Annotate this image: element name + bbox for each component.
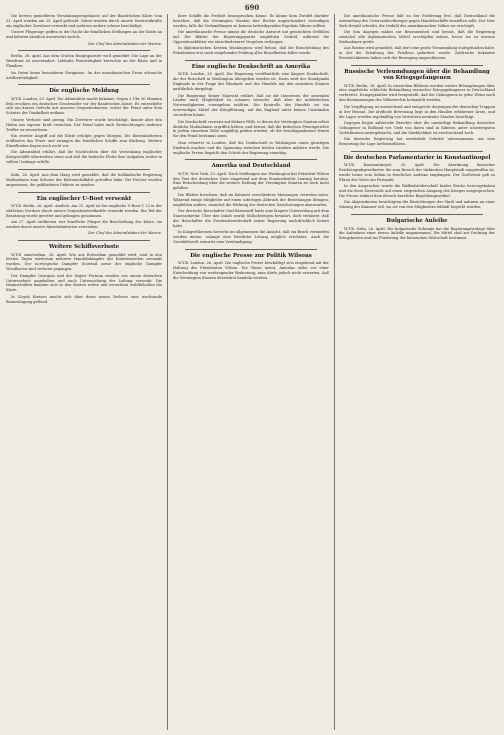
article-paragraph: Die Verpflegung ist ausreichend und entspricht derjenigen der deutschen Truppen in der Heimat. Die ärztliche Betreuung liegt in den Händen erfahrener Ärzte, und die Lager werden regelmäßig von Vertretern neutraler Staaten besichtigt. xyxy=(339,104,495,119)
article-headline: Ein englischer U-Boot versenkt xyxy=(36,195,132,202)
article xyxy=(339,218,495,241)
article-separator xyxy=(185,249,317,250)
article-paragraph: In Kongreßkreisen herrscht im allgemeinen die Ansicht, daß ein Bruch vermieden werden müsse, solange eine friedliche Lösung möglich erscheine. Auch die Geschäftswelt wünscht eine Verständigung. xyxy=(173,230,329,244)
article-paragraph: W.T.B. London, 25. April. Die Regierung veröffentlicht eine längere Denkschrift, die der Botschaft in Washington übergeben worden ist. Darin wird der Standpunkt Englands in der Frage der Blockade und des Handels mit den neutralen Staaten ausführlich dargelegt. xyxy=(173,72,329,92)
column-divider xyxy=(334,14,335,730)
article-paragraph: Die Abgeordneten besichtigten die Einrichtungen der Stadt und nahmen an einer Sitzung der Kammer teil, wo sie von den Mitgliedern lebhaft begrüßt wurden. xyxy=(339,200,495,210)
article-headline: Weitere Schiffsverluste xyxy=(48,244,120,251)
column-right xyxy=(339,14,495,730)
article-paragraph: In diplomatischen Kreisen Washingtons wird betont, daß die Entscheidung des Präsidenten erst nach eingehender Prüfung aller Einzelheiten fallen werde. xyxy=(173,46,329,56)
article-paragraph: Die Admiralität erklärt, daß die Nachrichten über die Versenkung englischer Kriegsschiffe übertrieben seien und daß die britische Flotte ihre Aufgaben weiter in vollem Umfange erfülle. xyxy=(6,150,162,165)
article-paragraph: W.T.B. New York, 25. April. Nach Meldungen aus Washington hat Präsident Wilson den Text der deutschen Note eingehend mit dem Staatssekretär Lansing beraten. Eine Entscheidung über die weitere Haltung der Vereinigten Staaten ist noch nicht gefallen. xyxy=(173,171,329,191)
article-paragraph: W.T.B. London, 25. April. Die Admiralität macht bekannt: Gegen 3 Uhr 30 Minuten früh erschien ein deutsches Geschwader vor der flandrischen Küste. Es entwickelte sich ein kurzes Gefecht mit unseren Vorpostenbooten, wobei der Feind unter dem Schutze der Dunkelheit entkam. xyxy=(6,96,162,116)
article-paragraph: Köln, 26. April. Aus dem Haag wird gemeldet, daß die holländische Regierung Maßnahmen zum Schutze der Küstenschiffahrt getroffen habe. Die Fischer wurden angewiesen, die gefährdeten Gebiete zu meiden. xyxy=(6,172,162,187)
article-paragraph: Berlin, 26. April. Aus dem Großen Hauptquartier wird gemeldet: Die Lage an der Westfront ist unverändert. Lebhafte Feuertätigkeit herrschte an der Küste und in Flandern. xyxy=(6,54,162,69)
article-separator xyxy=(185,159,317,160)
article xyxy=(6,88,162,164)
article-headline: Die englische Presse zur Politik Wilsons xyxy=(190,252,312,259)
page-number: 690 xyxy=(244,3,260,12)
article-paragraph: Die deutsche Regierung hat wiederholt Schritte unternommen, um eine Besserung der Lage herbeizuführen. xyxy=(339,137,495,147)
article-separator xyxy=(18,192,150,193)
article-separator xyxy=(185,60,317,61)
article-paragraph: Im Osten keine besonderen Ereignisse. An der mazedonischen Front schwache Artillerietätigkeit. xyxy=(6,70,162,80)
article xyxy=(173,163,329,244)
article-separator xyxy=(351,151,483,152)
article xyxy=(339,69,495,147)
article-paragraph: Man erwartet in London, daß die Denkschrift in Washington einen günstigen Eindruck machen und die Spannung zwischen beiden Ländern mildern werde. Die englische Presse begrüßt den Schritt der Regierung einmütig. xyxy=(173,140,329,155)
article-paragraph: Die Denkschrift verweist auf frühere Fälle, in denen die Vereinigten Staaten selbst ähnliche Maßnahmen ergriffen hätten, und betont, daß die britischen Prisengerichte in jedem einzelnen Falle sorgfältig prüfen würden, ob die beschlagnahmten Waren für den Feind bestimmt seien. xyxy=(173,119,329,139)
article-paragraph: Die bereits gemeldeten Versenkungsergebnisse auf der flandrischen Küste vom 21. April wurden am 25. April gelöscht. Dabei wurden durch unsere Seestreitkräfte ein englischer Zerstörer versenkt und mehrere andere schwer beschädigt. xyxy=(6,14,162,28)
article-paragraph: Die Sun dagegen mahnt zur Besonnenheit und betont, daß die Regierung zunächst alle diplomatischen Mittel erschöpfen müsse, bevor sie zu ernsten Maßnahmen greife. xyxy=(339,30,495,45)
article-headline: Die englische Meldung xyxy=(49,88,119,95)
article-paragraph: In Lloyds Kreisen macht sich über diese neuen Verluste eine wachsende Beunruhigung geltend. xyxy=(6,294,162,304)
article-signature: Der Chef des Admiralstabes der Marine. xyxy=(88,41,162,46)
article-paragraph: Die Regierung Seiner Majestät erklärt, daß sie die Interessen der neutralen Länder nach Möglichkeit zu schonen wünsche, daß aber die militärischen Notwendigkeiten vorangehen müßten. Die Kontrolle des Handels sei ein notwendiges Mittel der Kriegführung, auf das England unter keinen Umständen verzichten könne. xyxy=(173,93,329,118)
article-separator xyxy=(18,169,150,170)
article-paragraph: ihrer Schiffe die Freiheit beanspruchen könne. Es könne kein Zweifel darüber bestehen, daß die Vereinigten Staaten ihre Rechte ungeschmälert verteidigen werden, falls die Verhandlungen zu keinem befriedigenden Ergebnis führen sollten. xyxy=(173,14,329,28)
article-paragraph: Der Dampfer Georgian und der Segler Fortuna wurden von einem deutschen Unterseeboot angehalten und nach Untersuchung der Ladung versenkt. Die Mannschaften konnten sich in den Booten retten und erreichten wohlbehalten die Küste. xyxy=(6,273,162,293)
column-left xyxy=(6,14,162,730)
article-headline: Eine englische Denkschrift an Amerika xyxy=(191,64,311,71)
article-paragraph: Dagegen liegen zahlreiche Berichte über die unwürdige Behandlung deutscher Gefangener in Rußland vor. Viele von ihnen sind in Sibirien unter schwierigsten Verhältnissen untergebracht, und die Sterblichkeit ist erschreckend hoch. xyxy=(339,120,495,135)
article-paragraph: Die amerikanische Presse hält an der Forderung fest, daß Deutschland die Anwendung des Unterseebootkrieges gegen Handelsschiffe einstellen solle. Der New York Herald schreibt, die Geduld des amerikanischen Volkes sei erschöpft. xyxy=(339,14,495,28)
article-paragraph: Ein zweiter Angriff auf die Küste erfolgte gegen Morgen. Die Küstenbatterien eröffneten das Feuer und zwangen die feindlichen Schiffe zum Rückzug. Weitere Einzelheiten liegen noch nicht vor. xyxy=(6,134,162,148)
article-paragraph: Unsere Verluste sind gering. Ein Zerstörer wurde beschädigt, konnte aber den Hafen aus eigener Kraft erreichen. Der Feind hatte nach Beobachtungen mehrere Treffer zu verzeichnen. xyxy=(6,117,162,132)
article xyxy=(173,14,329,56)
article-headline: Russische Verleumdungen über die Behandlung von Kriegsgefangenen xyxy=(344,69,490,82)
article-separator xyxy=(18,84,150,85)
article xyxy=(6,54,162,80)
article-paragraph: W.T.B. Amsterdam, 26. April. Wie aus Rotterdam gemeldet wird, sind in den letzten Tagen wiederum mehrere Handelsdampfer der Ententemächte versenkt worden. Der norwegische Dampfer Storstad sowie der englische Dampfer Woodhaven sind verloren gegangen. xyxy=(6,252,162,272)
article-paragraph: Die Blätter berichten, daß im Kabinett verschiedene Meinungen vertreten seien. Während einige Mitglieder auf einen sofortigen Abbruch der Beziehungen drängen, empfehlen andere, zunächst die Wirkung der deutschen Zusicherungen abzuwarten. xyxy=(173,192,329,207)
column-middle xyxy=(173,14,329,730)
article-separator xyxy=(351,65,483,66)
article xyxy=(6,244,162,304)
article-paragraph: Aus Boston wird gemeldet, daß dort eine große Versammlung stattgefunden habe, in der die Erhaltung des Friedens gefordert wurde. Zahlreiche bekannte Persönlichkeiten haben sich der Bewegung angeschlossen. xyxy=(339,46,495,61)
article xyxy=(6,196,162,237)
article-paragraph: W.T.B. Konstantinopel, 25. April. Die Abordnung deutscher Reichstagsabgeordneter, die zum Besuch der türkischen Hauptstadt eingetroffen ist, wurde heute vom Sultan in feierlicher Audienz empfangen. Der Großwesir gab zu Ehren der Gäste ein Festmahl. xyxy=(339,163,495,182)
article-headline: Die deutschen Parlamentarier in Konstantinopel xyxy=(343,154,491,161)
article-paragraph: Unsere Flugzeuge griffen in der Nacht die feindlichen Stellungen an der Küste an und kehrten sämtlich unversehrt zurück. xyxy=(6,30,162,40)
article-separator xyxy=(18,50,150,51)
article xyxy=(6,14,162,46)
article-paragraph: W.T.B. London, 26. April. Die englische Presse beschäftigt sich eingehend mit der Haltung des Präsidenten Wilson. Die Times meint, Amerika stehe vor einer Entscheidung von weittragender Bedeutung; man dürfe jedoch nicht erwarten, daß die Vereinigten Staaten überstürzt handeln würden. xyxy=(173,261,329,280)
article-separator xyxy=(351,214,483,215)
article xyxy=(173,64,329,155)
article xyxy=(173,253,329,281)
article-paragraph: W.T.B. Berlin, 26. April. Amtlich. Am 25. April ist das englische U-Boot C 22 in der südlichen Nordsee durch unsere Vorpostenstreitkräfte versenkt worden. Ein Teil der Besatzung wurde gerettet und gefangen genommen. xyxy=(6,203,162,218)
article-paragraph: Am 27. April eröffneten vier feindliche Flieger die Beschießung der Küste; sie wurden durch unsere Abwehrbatterien vertrieben. xyxy=(6,220,162,229)
article-signature: Der Chef des Admiralstabes der Marine. xyxy=(88,231,162,236)
article-paragraph: Der deutsche Botschafter Graf Bernstorff hatte eine längere Unterredung mit dem Staatssekretär. Über den Inhalt wurde Stillschweigen bewahrt, doch verlautet, daß der Botschafter die Friedensbereitschaft seiner Regierung nachdrücklich betont habe. xyxy=(173,209,329,228)
article xyxy=(6,173,162,188)
article-paragraph: In den Ansprachen wurde die Waffenbrüderschaft beider Reiche hervorgehoben und die feste Zuversicht auf einen siegreichen Ausgang des Krieges ausgesprochen. Die Presse widmet dem Besuch herzliche Begrüßungsartikel. xyxy=(339,184,495,199)
article-headline: Bulgarische Anleihe xyxy=(386,218,448,225)
article-separator xyxy=(18,240,150,241)
article-paragraph: W.T.B. Berlin, 26. April. In russischen Blättern werden wieder Behauptungen über eine angebliche schlechte Behandlung russischer Kriegsgefangener in Deutschland verbreitet. Demgegenüber wird festgestellt, daß die Gefangenen in jeder Weise nach den Bestimmungen des Völkerrechts behandelt werden. xyxy=(339,83,495,103)
article xyxy=(339,14,495,61)
article-headline: Amerika und Deutschland xyxy=(211,163,291,170)
column-divider xyxy=(167,14,168,730)
article-paragraph: W.T.B. Sofia, 26. April. Die bulgarische Sobranje hat die Regierungsvorlage über die Aufnahme einer neuen Anleihe angenommen. Die Mittel sind zur Deckung der Kriegskosten und zur Förderung der heimischen Wirtschaft bestimmt. xyxy=(339,226,495,241)
article-paragraph: Die amerikanische Presse nimmt die deutsche Antwort mit gemischten Gefühlen auf. Die Blätter der Regierungspartei empfehlen Geduld, während die Oppositionsblätter ein entschiedeneres Vorgehen verlangen. xyxy=(173,30,329,45)
article xyxy=(339,155,495,210)
